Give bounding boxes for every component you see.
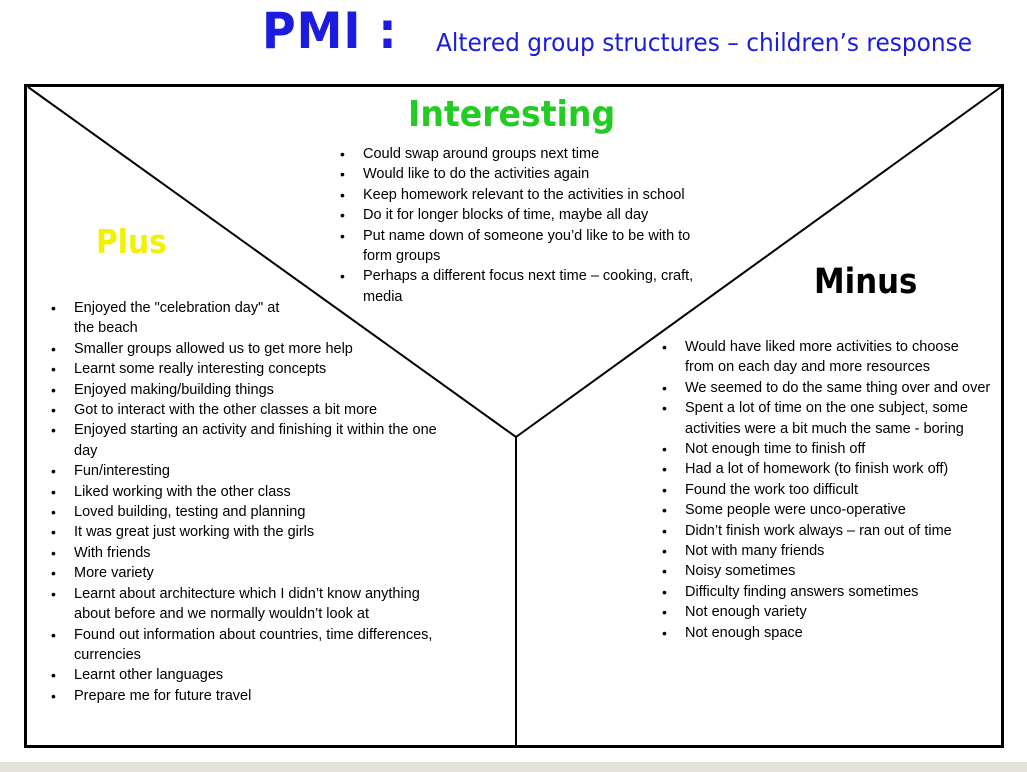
list-item: • Not enough space	[660, 623, 1000, 643]
minus-heading: Minus	[814, 262, 918, 302]
list-item: • Would like to do the activities again	[338, 164, 728, 184]
list-item: • Could swap around groups next time	[338, 144, 728, 164]
list-item: • More variety	[49, 563, 469, 583]
list-item: • Fun/interesting	[49, 461, 469, 481]
list-item: • Would have liked more activities to choose from on each day and more resources	[660, 337, 990, 378]
list-item: • Enjoyed the "celebration day" at the beach	[49, 298, 294, 339]
list-item: • Loved building, testing and planning	[49, 502, 469, 522]
list-item: • Found out information about countries, time differences, currencies	[49, 625, 464, 666]
list-item: • It was great just working with the girls	[49, 522, 469, 542]
list-item: • Learnt about architecture which I didn’t know anything about before and we normally wouldn’t look at	[49, 584, 449, 625]
plus-list	[49, 298, 469, 706]
list-item: • Not with many friends	[660, 541, 1000, 561]
list-item: • Enjoyed making/building things	[49, 380, 469, 400]
interesting-heading: Interesting	[408, 94, 616, 135]
list-item: • Not enough time to finish off	[660, 439, 1000, 459]
list-item: • Noisy sometimes	[660, 561, 1000, 581]
list-item: • We seemed to do the same thing over and over	[660, 378, 995, 398]
list-item: • Prepare me for future travel	[49, 686, 469, 706]
list-item: • Smaller groups allowed us to get more help	[49, 339, 469, 359]
list-item: • Found the work too difficult	[660, 480, 1000, 500]
list-item: • Learnt other languages	[49, 665, 469, 685]
list-item: • Enjoyed starting an activity and finishing it within the one day	[49, 420, 464, 461]
list-item: • Some people were unco-operative	[660, 500, 1000, 520]
list-item: • Perhaps a different focus next time – cooking, craft, media	[338, 266, 718, 307]
list-item: • Keep homework relevant to the activities in school	[338, 185, 728, 205]
plus-heading: Plus	[96, 222, 167, 261]
list-item: • Not enough variety	[660, 602, 1000, 622]
list-item: • Liked working with the other class	[49, 482, 469, 502]
list-item: • Spent a lot of time on the one subject, some activities were a bit much the same - boring	[660, 398, 1007, 439]
page-subtitle: Altered group structures – children’s response	[436, 28, 973, 57]
list-item: • Do it for longer blocks of time, maybe all day	[338, 205, 728, 225]
list-item: • Got to interact with the other classes a bit more	[49, 400, 469, 420]
interesting-list	[338, 144, 728, 307]
bottom-border-bar	[0, 762, 1027, 772]
list-item: • Learnt some really interesting concepts	[49, 359, 469, 379]
list-item: • With friends	[49, 543, 469, 563]
list-item: • Didn’t finish work always – ran out of time	[660, 521, 1000, 541]
list-item: • Had a lot of homework (to finish work off)	[660, 459, 1000, 479]
page-title: PMI :	[262, 2, 398, 60]
minus-list	[660, 337, 1000, 643]
list-item: • Put name down of someone you’d like to be with to form groups	[338, 226, 713, 267]
list-item: • Difficulty finding answers sometimes	[660, 582, 1000, 602]
